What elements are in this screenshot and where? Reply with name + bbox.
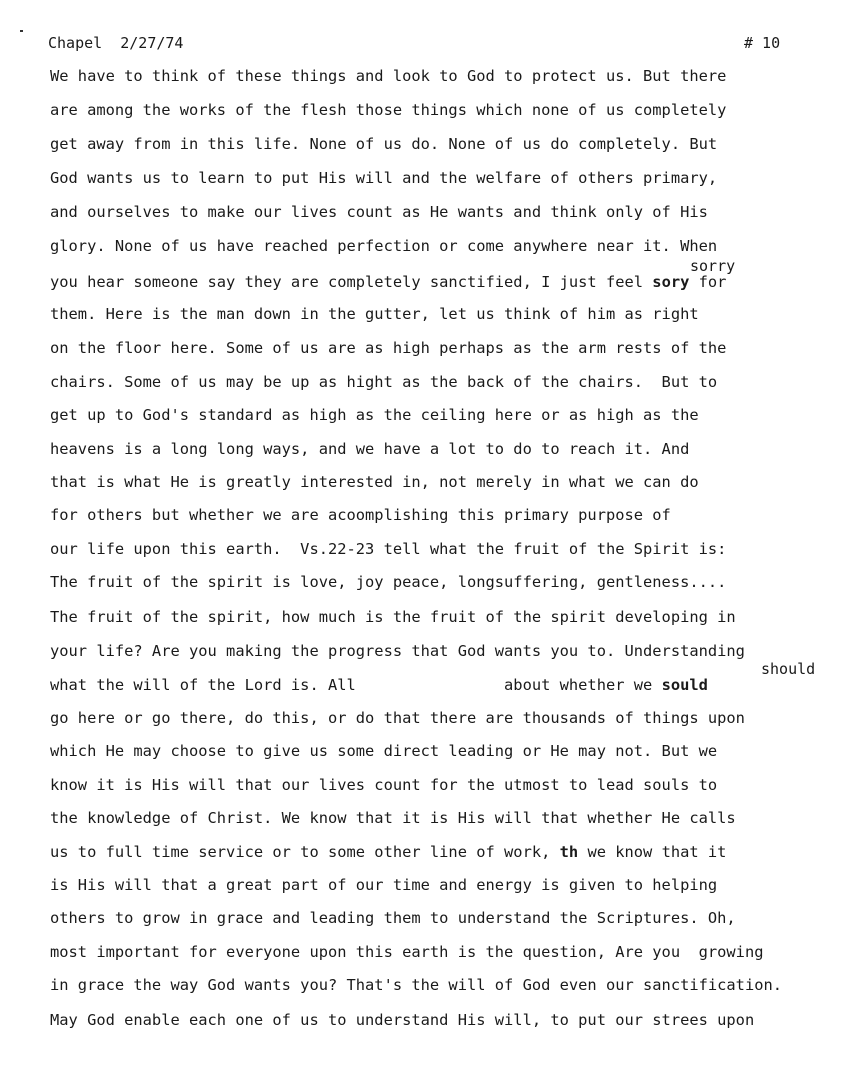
line-segment: we know that it bbox=[578, 843, 727, 861]
text-line: which He may choose to give us some direct leading or He may not. But we bbox=[50, 742, 718, 760]
text-line: chairs. Some of us may be up as hight as the back of the chairs. But to bbox=[50, 373, 718, 391]
text-line: go here or go there, do this, or do that there are thousands of things upon bbox=[50, 709, 745, 727]
text-line: May God enable each one of us to understand His will, to put our strees upon bbox=[50, 1011, 755, 1029]
overstruck-word: sory bbox=[652, 273, 690, 291]
text-line bbox=[50, 272, 840, 292]
text-line: on the floor here. Some of us are as high perhaps as the arm rests of the bbox=[50, 339, 727, 357]
text-line: The fruit of the spirit is love, joy peace, longsuffering, gentleness.... bbox=[50, 573, 727, 591]
interlinear-should: should bbox=[761, 660, 816, 678]
text-line: get away from in this life. None of us do. None of us do completely. But bbox=[50, 135, 718, 153]
text-line: are among the works of the flesh those things which none of us completely bbox=[50, 101, 727, 119]
line-segment: us to full time service or to some other line of work, bbox=[50, 843, 560, 861]
text-line: others to grow in grace and leading them to understand the Scriptures. Oh, bbox=[50, 909, 736, 927]
text-line: The fruit of the spirit, how much is the fruit of the spirit developing in bbox=[50, 608, 736, 626]
text-line: that is what He is greatly interested in, not merely in what we can do bbox=[50, 473, 699, 491]
line-segment: for bbox=[689, 273, 727, 291]
header-page-number: # 10 bbox=[744, 34, 781, 52]
text-line: your life? Are you making the progress that God wants you to. Understanding bbox=[50, 642, 745, 660]
paper-speck bbox=[20, 30, 23, 32]
text-line: most important for everyone upon this earth is the question, Are you growing bbox=[50, 943, 764, 961]
header-chapel-date: Chapel 2/27/74 bbox=[48, 34, 184, 52]
line-segment: you hear someone say they are completely sanctified, I just feel bbox=[50, 273, 653, 291]
text-line: glory. None of us have reached perfection or come anywhere near it. When bbox=[50, 237, 718, 255]
text-line: heavens is a long long ways, and we have a lot to do to reach it. And bbox=[50, 440, 690, 458]
text-line: We have to think of these things and look to God to protect us. But there bbox=[50, 67, 727, 85]
text-line: in grace the way God wants you? That's the will of God even our sanctification. bbox=[50, 976, 783, 994]
text-line bbox=[50, 842, 840, 862]
text-line bbox=[50, 675, 840, 695]
text-line: them. Here is the man down in the gutter, let us think of him as right bbox=[50, 305, 699, 323]
overstruck-word: sould bbox=[661, 676, 708, 694]
text-line: and ourselves to make our lives count as He wants and think only of His bbox=[50, 203, 708, 221]
text-line: our life upon this earth. Vs.22-23 tell what the fruit of the Spirit is: bbox=[50, 540, 727, 558]
overstruck-word: th bbox=[559, 843, 579, 861]
line-segment: what the will of the Lord is. All about whether we bbox=[50, 676, 662, 694]
text-line: get up to God's standard as high as the ceiling here or as high as the bbox=[50, 406, 699, 424]
text-line: for others but whether we are acoomplishing this primary purpose of bbox=[50, 506, 671, 524]
text-line: the knowledge of Christ. We know that it is His will that whether He calls bbox=[50, 809, 736, 827]
interlinear-sorry: sorry bbox=[690, 257, 736, 275]
text-line: know it is His will that our lives count for the utmost to lead souls to bbox=[50, 776, 718, 794]
text-line: God wants us to learn to put His will and the welfare of others primary, bbox=[50, 169, 718, 187]
text-line: is His will that a great part of our time and energy is given to helping bbox=[50, 876, 718, 894]
